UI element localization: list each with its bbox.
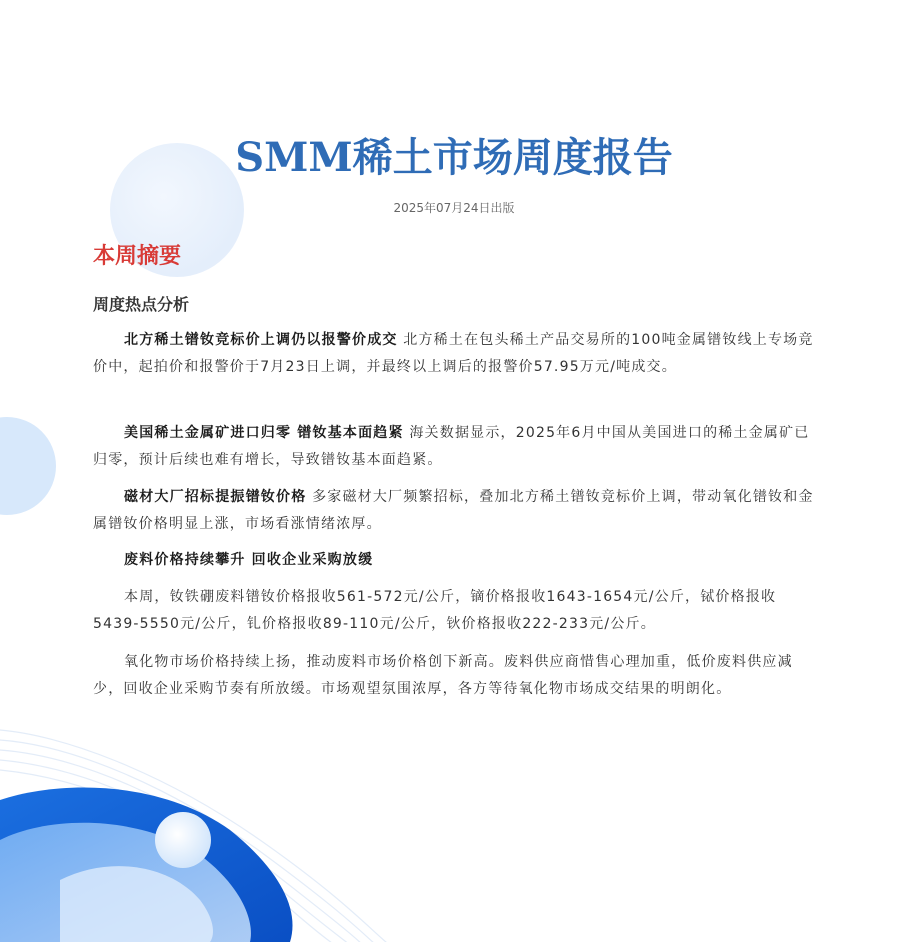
publish-date: 2025年07月24日出版: [393, 201, 515, 215]
news-item-title: 磁材大厂招标提振镨钕价格: [124, 489, 307, 505]
news-item-body: 北方稀土在包头稀土产品交易所的100吨金属镨钕线上专场竞价中，起拍价和报警价于7月23日上调，并最终以上调后的报警价57.95万元/吨成交。: [93, 332, 814, 375]
report-title: SMM稀土市场周度报告: [235, 134, 673, 181]
news-item: [93, 420, 821, 474]
section-heading-summary: 本周摘要: [93, 244, 182, 269]
news-item: [93, 327, 821, 381]
news-item-title: 北方稀土镨钕竞标价上调仍以报警价成交: [124, 332, 398, 348]
body-paragraph: 氧化物市场价格持续上扬，推动废料市场价格创下新高。废料供应商惜售心理加重，低价废料供应减少，回收企业采购节奏有所放缓。市场观望氛围浓厚，各方等待氧化物市场成交结果的明朗化。: [93, 654, 793, 697]
body-paragraph: 本周，钕铁硼废料镨钕价格报收561-572元/公斤，镝价格报收1643-1654元/公斤，铽价格报收5439-5550元/公斤，钆价格报收89-110元/公斤，钬价格报收222-233元/公斤。: [93, 589, 777, 632]
subheading-hot-topics: 周度热点分析: [93, 295, 190, 314]
news-item-body: 海关数据显示，2025年6月中国从美国进口的稀土金属矿已归零，预计后续也难有增长，导致镨钕基本面趋紧。: [93, 425, 810, 468]
news-item-title: 废料价格持续攀升 回收企业采购放缓: [124, 552, 374, 568]
news-item-title: 美国稀土金属矿进口归零 镨钕基本面趋紧: [124, 425, 404, 441]
news-item: [93, 547, 821, 574]
news-item-body: 多家磁材大厂频繁招标，叠加北方稀土镨钕竞标价上调，带动氧化镨钕和金属镨钕价格明显上涨，市场看涨情绪浓厚。: [93, 489, 814, 532]
news-item: [93, 484, 821, 538]
